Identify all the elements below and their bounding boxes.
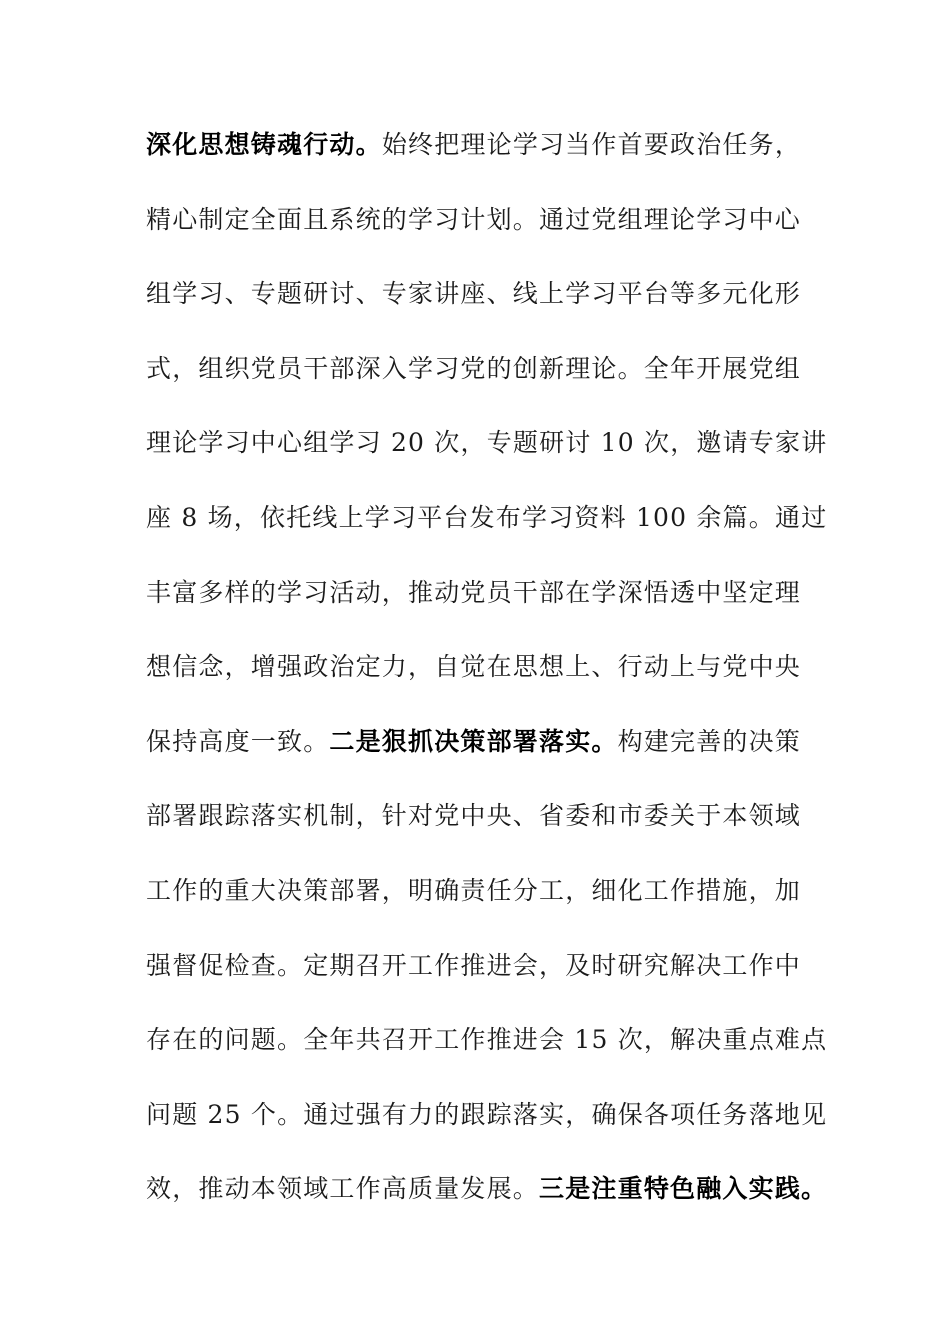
text-segment: 存在的问题。全年共召开工作推进会 15 次，解决重点难点 bbox=[146, 1025, 828, 1055]
bold-heading-text: 深化思想铸魂行动。 bbox=[146, 130, 382, 159]
text-segment: 强督促检查。定期召开工作推进会，及时研究解决工作中 bbox=[146, 950, 802, 980]
text-line bbox=[146, 939, 806, 1014]
text-segment: 想信念，增强政治定力，自觉在思想上、行动上与党中央 bbox=[146, 652, 802, 682]
text-segment: 理论学习中心组学习 20 次，专题研讨 10 次，邀请专家讲 bbox=[146, 428, 828, 458]
bold-heading-text: 二是狠抓决策部署落实。 bbox=[329, 726, 618, 756]
text-segment: 工作的重大决策部署，明确责任分工，细化工作措施，加 bbox=[146, 875, 802, 905]
text-line bbox=[146, 789, 806, 864]
text-line bbox=[146, 193, 806, 268]
text-line bbox=[146, 715, 806, 790]
bold-heading-text: 三是注重特色融入实践。 bbox=[539, 1174, 828, 1204]
text-segment: 保持高度一致。 bbox=[146, 726, 330, 756]
text-line bbox=[146, 118, 806, 193]
text-segment: 组学习、专题研讨、专家讲座、线上学习平台等多元化形 bbox=[146, 279, 802, 309]
text-segment: 始终把理论学习当作首要政治任务， bbox=[381, 130, 802, 159]
text-line bbox=[146, 1013, 828, 1088]
text-line bbox=[146, 1162, 828, 1237]
text-segment: 构建完善的决策 bbox=[617, 726, 802, 756]
text-segment: 精心制定全面且系统的学习计划。通过党组理论学习中心 bbox=[146, 204, 802, 234]
text-segment: 座 8 场，依托线上学习平台发布学习资料 100 余篇。通过 bbox=[146, 502, 828, 532]
text-line bbox=[146, 491, 828, 566]
text-line bbox=[146, 416, 828, 491]
text-segment: 效，推动本领域工作高质量发展。 bbox=[146, 1174, 540, 1204]
text-line bbox=[146, 864, 806, 939]
text-line bbox=[146, 267, 806, 342]
text-line bbox=[146, 1088, 828, 1163]
text-segment: 式，组织党员干部深入学习党的创新理论。全年开展党组 bbox=[146, 353, 802, 383]
text-segment: 问题 25 个。通过强有力的跟踪落实，确保各项任务落地见 bbox=[146, 1099, 828, 1129]
text-line bbox=[146, 342, 806, 417]
text-segment: 部署跟踪落实机制，针对党中央、省委和市委关于本领域 bbox=[146, 801, 802, 831]
body-text bbox=[146, 118, 828, 1237]
text-segment: 丰富多样的学习活动，推动党员干部在学深悟透中坚定理 bbox=[146, 577, 802, 607]
text-line bbox=[146, 566, 806, 641]
text-line bbox=[146, 640, 806, 715]
